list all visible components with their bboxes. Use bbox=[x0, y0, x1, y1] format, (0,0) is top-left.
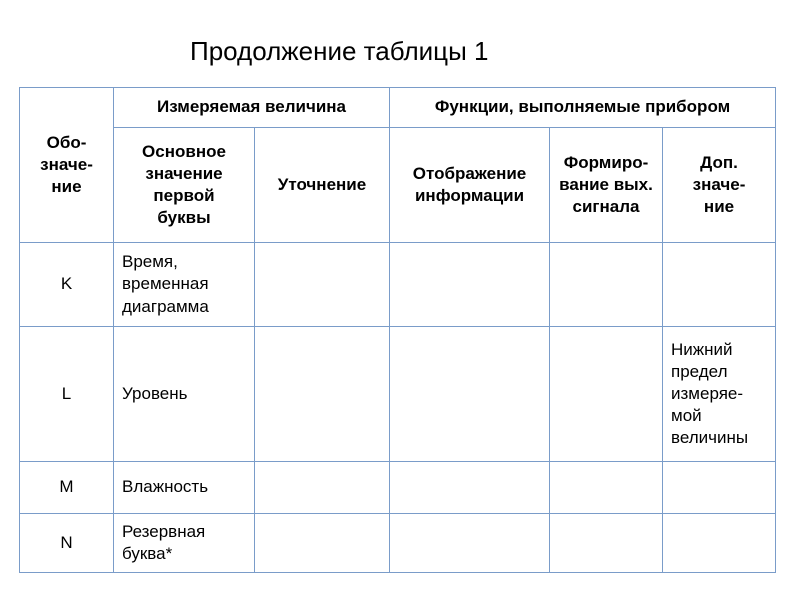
row-letter: N bbox=[20, 514, 114, 573]
row-letter: L bbox=[20, 327, 114, 462]
row-refinement bbox=[255, 514, 390, 573]
row-refinement bbox=[255, 243, 390, 327]
row-refinement bbox=[255, 462, 390, 514]
table-row bbox=[20, 327, 776, 462]
header-additional: Доп. значе- ние bbox=[663, 128, 776, 243]
row-output-signal bbox=[550, 462, 663, 514]
row-display bbox=[390, 462, 550, 514]
header-refinement: Уточнение bbox=[255, 128, 390, 243]
row-display bbox=[390, 243, 550, 327]
row-additional bbox=[663, 514, 776, 573]
header-measured-quantity: Измеряемая величина bbox=[114, 88, 390, 128]
row-refinement bbox=[255, 327, 390, 462]
row-meaning: Время, временная диаграмма bbox=[114, 243, 255, 327]
row-additional bbox=[663, 243, 776, 327]
header-main-meaning: Основное значение первой буквы bbox=[114, 128, 255, 243]
row-meaning: Уровень bbox=[114, 327, 255, 462]
row-display bbox=[390, 514, 550, 573]
row-output-signal bbox=[550, 514, 663, 573]
row-output-signal bbox=[550, 327, 663, 462]
row-meaning: Резервная буква* bbox=[114, 514, 255, 573]
header-device-functions: Функции, выполняемые прибором bbox=[390, 88, 776, 128]
header-output-signal: Формиро- вание вых. сигнала bbox=[550, 128, 663, 243]
row-display bbox=[390, 327, 550, 462]
header-designation: Обо- значе- ние bbox=[20, 88, 114, 243]
table-row bbox=[20, 243, 776, 327]
page-title: Продолжение таблицы 1 bbox=[190, 36, 489, 66]
row-letter: M bbox=[20, 462, 114, 514]
designation-table bbox=[19, 87, 776, 573]
row-meaning: Влажность bbox=[114, 462, 255, 514]
table-row bbox=[20, 462, 776, 514]
row-additional bbox=[663, 462, 776, 514]
table-row bbox=[20, 514, 776, 573]
row-additional: Нижний предел измеряе- мой величины bbox=[663, 327, 776, 462]
header-display: Отображение информации bbox=[390, 128, 550, 243]
row-output-signal bbox=[550, 243, 663, 327]
row-letter: K bbox=[20, 243, 114, 327]
